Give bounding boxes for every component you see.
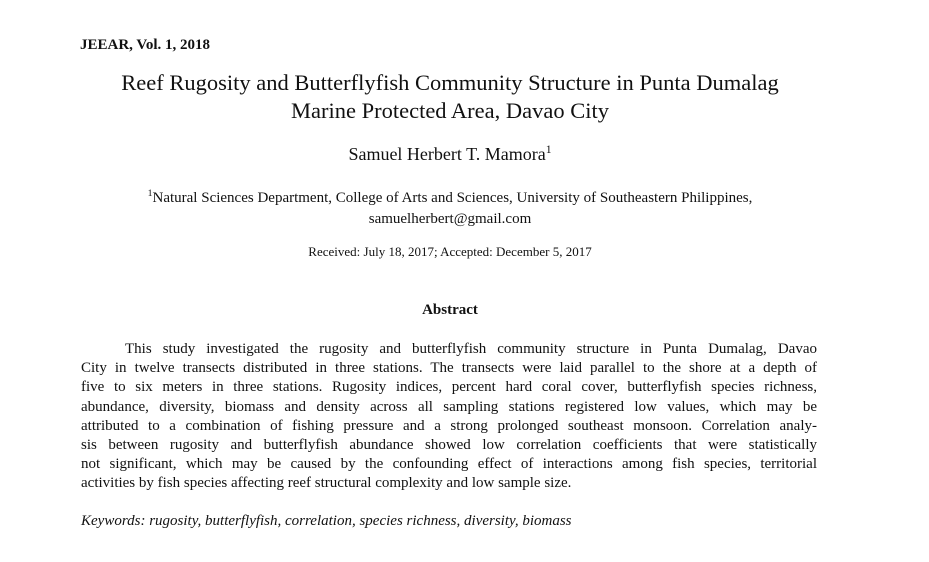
author-email: samuelherbert@gmail.com (368, 211, 532, 227)
abstract-body (81, 340, 817, 494)
author-name: Samuel Herbert T. Mamora (348, 144, 546, 164)
abstract-line: abundance, diversity, biomass and density across all sampling stations registered low values, which may be (81, 398, 817, 415)
abstract-line: City in twelve transects distributed in three stations. The transects were laid parallel to the shore at a depth of (81, 360, 817, 377)
received-accepted-dates: Received: July 18, 2017; Accepted: December 5, 2017 (308, 244, 592, 259)
abstract-line: attributed to a combination of fishing pressure and a strong prolonged southeast monsoon. Correlation analy- (81, 417, 817, 434)
affiliation (60, 188, 840, 230)
author-line (60, 144, 840, 165)
abstract-line: This study investigated the rugosity and butterflyfish community structure in Punta Dumalag, Davao (125, 341, 817, 357)
paper-title (60, 69, 840, 125)
abstract-line: not significant, which may be caused by the confounding effect of interactions among fish species, territorial (81, 456, 817, 473)
abstract-line: five to six meters in three stations. Rugosity indices, percent hard coral cover, butterflyfish species richness, (81, 379, 817, 396)
abstract-heading: Abstract (422, 302, 478, 318)
paper-title-line-2: Marine Protected Area, Davao City (290, 98, 610, 123)
affiliation-marker: 1 (147, 188, 153, 199)
affiliation-line-1 (60, 188, 840, 209)
abstract-line: sis between rugosity and butterflyfish abundance showed low correlation coefficients that were statistically (81, 437, 817, 454)
keywords: Keywords: rugosity, butterflyfish, correlation, species richness, diversity, biomass (81, 513, 572, 529)
affiliation-text: Natural Sciences Department, College of Arts and Sciences, University of Southeastern Philippines, (152, 190, 753, 206)
paper-title-line-1: Reef Rugosity and Butterflyfish Community Structure in Punta Dumalag (121, 70, 779, 95)
journal-citation: JEEAR, Vol. 1, 2018 (80, 37, 211, 53)
author-affiliation-marker: 1 (545, 143, 552, 156)
abstract-line: activities by fish species affecting reef structural complexity and low sample size. (81, 475, 572, 492)
